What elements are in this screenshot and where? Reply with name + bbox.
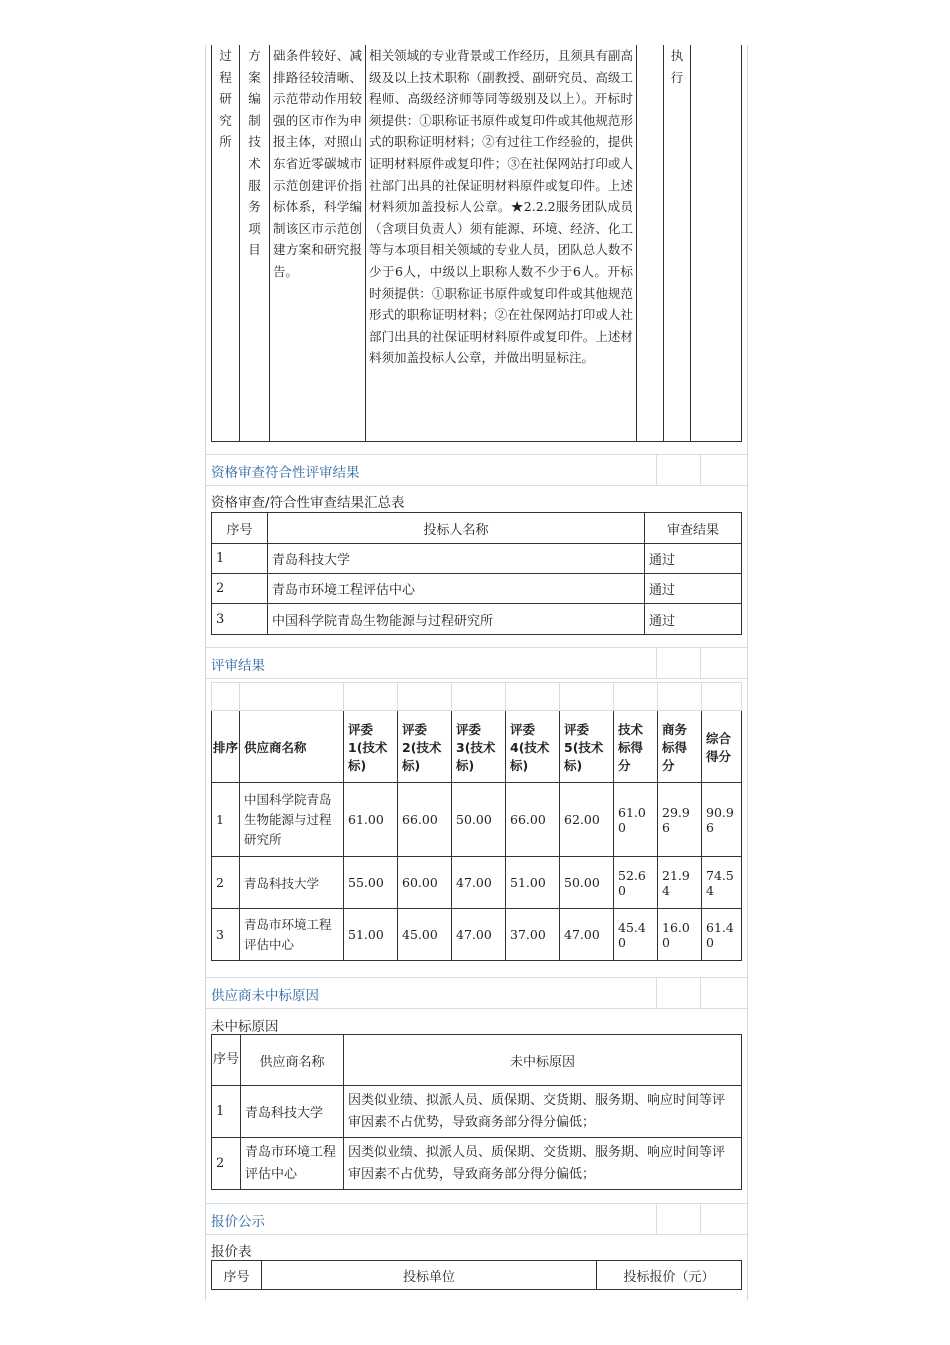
price-table — [211, 1260, 742, 1290]
section-divider — [700, 455, 701, 485]
bidder-name: 青岛科技大学 — [268, 544, 645, 574]
column-header: 序号 — [212, 513, 268, 544]
table-row — [212, 1138, 742, 1190]
column-header: 投标单位 — [262, 1261, 597, 1290]
judge-score: 50.00 — [560, 857, 614, 909]
column-header: 序号 — [212, 1035, 241, 1086]
judge-score: 47.00 — [452, 909, 506, 961]
supplier-name: 青岛市环境工程评估中心 — [241, 1138, 344, 1190]
judge-score: 51.00 — [506, 857, 560, 909]
column-header: 序号 — [212, 1261, 262, 1290]
column-header: 排序 — [212, 711, 240, 783]
rank: 1 — [212, 783, 240, 857]
price-caption: 报价表 — [211, 1244, 252, 1260]
column-header: 投标人名称 — [268, 513, 645, 544]
column-header: 评委4(技术标) — [506, 711, 560, 783]
requirements-cell — [366, 45, 637, 442]
table-row — [212, 45, 742, 442]
column-header: 评委2(技术标) — [398, 711, 452, 783]
row-number: 1 — [212, 1086, 241, 1138]
not-won-reason: 因类似业绩、拟派人员、质保期、交货期、服务期、响应时间等评审因素不占优势，导致商务部分得分偏低； — [344, 1138, 742, 1190]
qualification-requirements: 相关领域的专业背景或工作经历，且须具有副高级及以上技术职称（副教授、副研究员、高级工程师、高级经济师等同等级别及以上）。开标时须提供：①职称证书原件或复印件或其他规范形式的职称证明材料；②有过往工作经验的，提供证明材料原件或复印件；③在社保网站打印或人社部门出具的社保证明材料原件或复印件。上述材料须加盖投标人公章。★2.2.2服务团队成员（含项目负责人）须有能源、环境、经济、化工等与本项目相关领域的专业人员，团队总人数不少于6人，中级以上职称人数不少于6人。开标时须提供：①职称证书原件或复印件或其他规范形式的职称证明材料；②在社保网站打印或人社部门出具的社保证明材料原件或复印件。上述材料须加盖投标人公章，并做出明显标注。 — [369, 48, 633, 366]
not-won-caption: 未中标原因 — [211, 1019, 279, 1035]
not-won-table — [211, 1034, 742, 1190]
section-header-qualification — [206, 454, 747, 486]
rank: 2 — [212, 857, 240, 909]
judge-score: 47.00 — [452, 857, 506, 909]
table-row — [212, 1086, 742, 1138]
judge-score: 66.00 — [506, 783, 560, 857]
column-header: 供应商名称 — [240, 711, 344, 783]
section-divider — [656, 978, 657, 1008]
judge-score: 37.00 — [506, 909, 560, 961]
spacer-cell — [506, 683, 560, 711]
section-divider — [656, 1204, 657, 1234]
judge-score: 60.00 — [398, 857, 452, 909]
section-title: 报价公示 — [211, 1214, 265, 1230]
column-header: 评委1(技术标) — [344, 711, 398, 783]
bidder-name: 青岛市环境工程评估中心 — [268, 574, 645, 604]
requirements-cell — [637, 45, 664, 442]
project-name-fragment: 过程研究所 — [219, 48, 232, 150]
review-result: 通过 — [645, 574, 742, 604]
table-header-row — [212, 513, 742, 544]
rank: 3 — [212, 909, 240, 961]
bidder-name: 中国科学院青岛生物能源与过程研究所 — [268, 604, 645, 635]
requirements-cell — [270, 45, 366, 442]
row-number: 1 — [212, 544, 268, 574]
supplier-name: 中国科学院青岛生物能源与过程研究所 — [240, 783, 344, 857]
requirements-cell — [240, 45, 270, 442]
table-header-row — [212, 1035, 742, 1086]
judge-score: 47.00 — [560, 909, 614, 961]
spacer-cell — [452, 683, 506, 711]
column-header: 未中标原因 — [344, 1035, 742, 1086]
spacer-cell — [614, 683, 658, 711]
section-title: 资格审查符合性评审结果 — [211, 465, 360, 481]
section-divider — [700, 648, 701, 678]
section-divider — [700, 978, 701, 1008]
spacer-cell — [240, 683, 344, 711]
table-header-row — [212, 1261, 742, 1290]
not-won-reason: 因类似业绩、拟派人员、质保期、交货期、服务期、响应时间等评审因素不占优势，导致商务部分得分偏低； — [344, 1086, 742, 1138]
commercial-score: 29.96 — [658, 783, 702, 857]
judge-score: 55.00 — [344, 857, 398, 909]
table-row — [212, 857, 742, 909]
table-spacer-row — [212, 683, 742, 711]
supplier-name: 青岛市环境工程评估中心 — [240, 909, 344, 961]
column-header: 商务标得分 — [658, 711, 702, 783]
section-title: 评审结果 — [211, 658, 265, 674]
execution-status: 执行 — [670, 48, 684, 85]
section-header-price — [206, 1203, 747, 1235]
total-score: 61.40 — [702, 909, 742, 961]
table-header-row — [212, 711, 742, 783]
review-result: 通过 — [645, 604, 742, 635]
technical-score: 61.00 — [614, 783, 658, 857]
project-content: 础条件较好、减排路径较清晰、示范带动作用较强的区市作为申报主体，对照山东省近零碳城市示范创建评价指标体系，科学编制该区市示范创建方案和研究报告。 — [273, 48, 362, 279]
table-row — [212, 574, 742, 604]
spacer-cell — [398, 683, 452, 711]
column-header: 审查结果 — [645, 513, 742, 544]
section-title: 供应商未中标原因 — [211, 988, 319, 1004]
technical-score: 52.60 — [614, 857, 658, 909]
requirements-cell — [691, 45, 742, 442]
section-header-not-won — [206, 977, 747, 1009]
requirements-cell — [212, 45, 240, 442]
column-header: 技术标得分 — [614, 711, 658, 783]
qualification-table — [211, 512, 742, 635]
spacer-cell — [560, 683, 614, 711]
column-header: 评委5(技术标) — [560, 711, 614, 783]
judge-score: 50.00 — [452, 783, 506, 857]
total-score: 74.54 — [702, 857, 742, 909]
section-divider — [656, 455, 657, 485]
judge-score: 62.00 — [560, 783, 614, 857]
column-header: 综合得分 — [702, 711, 742, 783]
supplier-name: 青岛科技大学 — [241, 1086, 344, 1138]
judge-score: 61.00 — [344, 783, 398, 857]
spacer-cell — [658, 683, 702, 711]
requirements-table — [211, 45, 742, 442]
spacer-cell — [702, 683, 742, 711]
column-header: 评委3(技术标) — [452, 711, 506, 783]
supplier-name: 青岛科技大学 — [240, 857, 344, 909]
column-header: 供应商名称 — [241, 1035, 344, 1086]
commercial-score: 21.94 — [658, 857, 702, 909]
table-row — [212, 783, 742, 857]
requirements-cell — [664, 45, 691, 442]
row-number: 2 — [212, 1138, 241, 1190]
project-title-fragment: 方案编制技术服务项目 — [248, 48, 261, 258]
column-header: 投标报价（元） — [597, 1261, 742, 1290]
table-row — [212, 909, 742, 961]
table-row — [212, 604, 742, 635]
total-score: 90.96 — [702, 783, 742, 857]
section-divider — [656, 648, 657, 678]
section-divider — [700, 1204, 701, 1234]
section-header-evaluation — [206, 647, 747, 679]
notice-page — [205, 45, 748, 1300]
evaluation-table — [211, 682, 742, 961]
row-number: 2 — [212, 574, 268, 604]
judge-score: 45.00 — [398, 909, 452, 961]
commercial-score: 16.00 — [658, 909, 702, 961]
spacer-cell — [344, 683, 398, 711]
judge-score: 66.00 — [398, 783, 452, 857]
judge-score: 51.00 — [344, 909, 398, 961]
table-row — [212, 544, 742, 574]
spacer-cell — [212, 683, 240, 711]
qualification-caption: 资格审查/符合性审查结果汇总表 — [211, 495, 405, 511]
review-result: 通过 — [645, 544, 742, 574]
row-number: 3 — [212, 604, 268, 635]
technical-score: 45.40 — [614, 909, 658, 961]
